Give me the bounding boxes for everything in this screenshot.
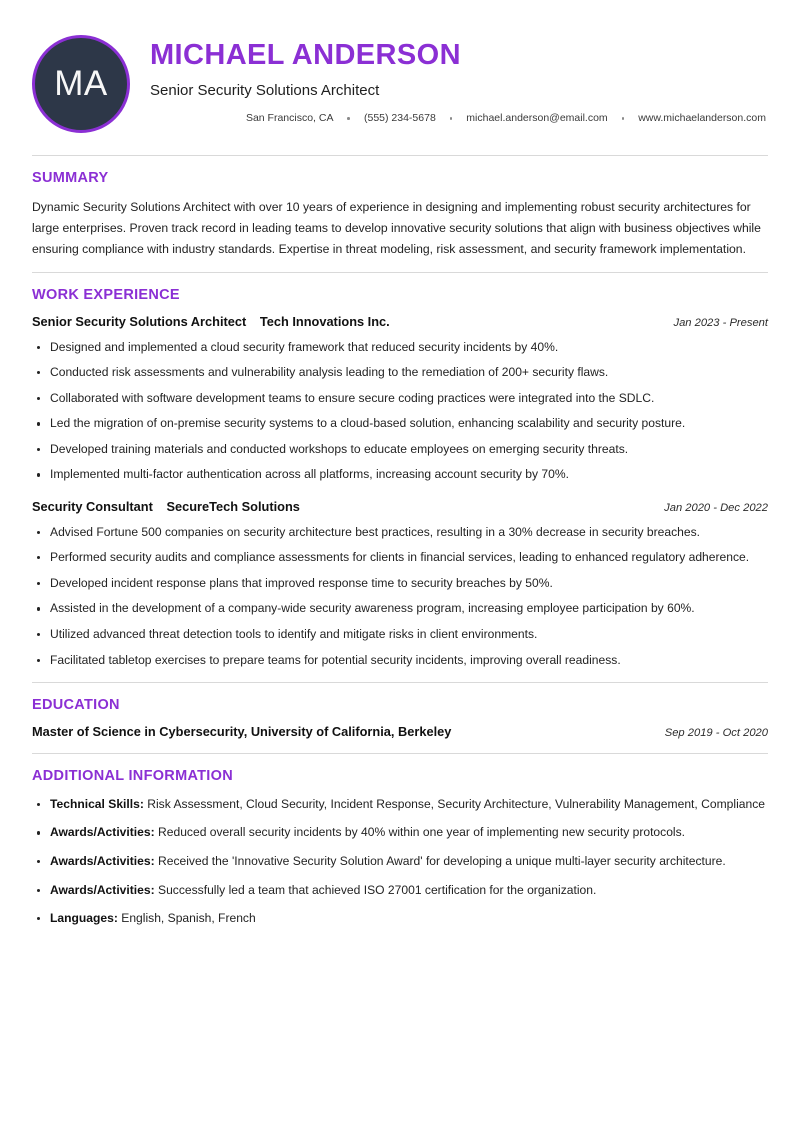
section-title-work-experience: WORK EXPERIENCE xyxy=(32,286,180,303)
section-education xyxy=(32,682,768,741)
section-divider xyxy=(32,753,768,754)
work-entry-heading xyxy=(32,314,390,331)
info-value: Risk Assessment, Cloud Security, Incident Response, Security Architecture, Vulnerability Management, Compliance xyxy=(147,796,765,811)
contact-website[interactable]: www.michaelanderson.com xyxy=(638,112,766,125)
work-entry-date: Jan 2020 - Dec 2022 xyxy=(664,502,768,515)
work-entry-date: Jan 2023 - Present xyxy=(673,316,768,329)
info-value: Received the 'Innovative Security Solution Award' for developing a unique multi-layer security architecture. xyxy=(158,853,726,868)
contact-phone[interactable]: (555) 234-5678 xyxy=(363,112,436,125)
section-title-summary: SUMMARY xyxy=(32,170,109,186)
list-item xyxy=(32,795,768,815)
work-entry-role: Senior Security Solutions Architect xyxy=(32,313,247,329)
section-title-additional-information: ADDITIONAL INFORMATION xyxy=(32,767,233,784)
section-additional-information xyxy=(32,753,768,929)
work-entry-bullets xyxy=(32,523,768,670)
work-entry-header xyxy=(32,499,768,516)
summary-text: Dynamic Security Solutions Architect with over 10 years of experience in designing and implementing robust security architectures for large enterprises. Proven track record in leading teams to develop innovative security solutions that align with business objectives while ensuring compliance with industry standards. Expertise in threat modeling, risk assessment, and security framework implementation. xyxy=(32,200,761,256)
header-text-block xyxy=(150,35,768,124)
education-degree: Master of Science in Cybersecurity, University of California, Berkeley xyxy=(32,724,452,740)
info-label: Awards/Activities: xyxy=(50,825,155,840)
work-entry-heading xyxy=(32,499,300,516)
contact-separator-dot xyxy=(450,117,453,120)
list-item: Led the migration of on-premise security systems to a cloud-based solution, enhancing scalability and security posture. xyxy=(32,414,768,434)
info-label: Languages: xyxy=(50,911,118,926)
education-entry xyxy=(32,724,768,741)
list-item: Collaborated with software development teams to ensure secure coding practices were integrated into the SDLC. xyxy=(32,389,768,409)
header-job-title: Senior Security Solutions Architect xyxy=(150,82,380,100)
list-item xyxy=(32,823,768,843)
work-entry-header xyxy=(32,314,768,331)
info-label: Awards/Activities: xyxy=(50,853,155,868)
work-entry-company: SecureTech Solutions xyxy=(166,499,300,515)
list-item: Conducted risk assessments and vulnerability analysis leading to the remediation of 200+ security flaws. xyxy=(32,363,768,383)
list-item: Implemented multi-factor authentication across all platforms, increasing account security by 70%. xyxy=(32,465,768,485)
contact-line xyxy=(150,112,768,124)
contact-separator-dot xyxy=(622,117,625,120)
resume-header xyxy=(32,35,768,143)
info-label: Technical Skills: xyxy=(50,796,144,811)
page-title: MICHAEL ANDERSON xyxy=(150,39,461,71)
section-work-experience xyxy=(32,272,768,670)
education-entry-header xyxy=(32,724,768,741)
contact-email[interactable]: michael.anderson@email.com xyxy=(466,112,608,125)
section-divider xyxy=(32,272,768,273)
work-entry xyxy=(32,314,768,485)
section-summary xyxy=(32,155,768,260)
section-divider xyxy=(32,155,768,156)
list-item: Developed training materials and conducted workshops to educate employees on emerging security threats. xyxy=(32,440,768,460)
info-value: Successfully led a team that achieved ISO 27001 certification for the organization. xyxy=(158,882,597,897)
list-item: Assisted in the development of a company-wide security awareness program, increasing employee participation by 60%. xyxy=(32,599,768,619)
avatar-initials: MA xyxy=(54,64,108,103)
list-item: Designed and implemented a cloud security framework that reduced security incidents by 40%. xyxy=(32,338,768,358)
info-value: English, Spanish, French xyxy=(121,911,256,926)
avatar xyxy=(32,35,130,133)
contact-location: San Francisco, CA xyxy=(245,112,334,125)
list-item: Performed security audits and compliance assessments for clients in financial services, leading to enhanced regulatory adherence. xyxy=(32,548,768,568)
list-item xyxy=(32,852,768,872)
list-item: Advised Fortune 500 companies on security architecture best practices, resulting in a 30% decrease in security breaches. xyxy=(32,523,768,543)
contact-separator-dot xyxy=(347,117,350,120)
list-item: Developed incident response plans that improved response time to security breaches by 50%. xyxy=(32,574,768,594)
list-item xyxy=(32,909,768,929)
work-entry xyxy=(32,499,768,670)
additional-information-list xyxy=(32,795,768,929)
list-item: Utilized advanced threat detection tools to identify and mitigate risks in client environments. xyxy=(32,625,768,645)
list-item xyxy=(32,881,768,901)
work-entry-company: Tech Innovations Inc. xyxy=(259,313,390,329)
work-entry-role: Security Consultant xyxy=(32,499,153,515)
section-title-education: EDUCATION xyxy=(32,697,120,714)
info-label: Awards/Activities: xyxy=(50,882,155,897)
work-entry-bullets xyxy=(32,338,768,485)
info-value: Reduced overall security incidents by 40% within one year of implementing new security protocols. xyxy=(158,825,686,840)
list-item: Facilitated tabletop exercises to prepare teams for potential security incidents, improving overall readiness. xyxy=(32,651,768,671)
section-divider xyxy=(32,682,768,683)
education-date: Sep 2019 - Oct 2020 xyxy=(664,727,768,740)
